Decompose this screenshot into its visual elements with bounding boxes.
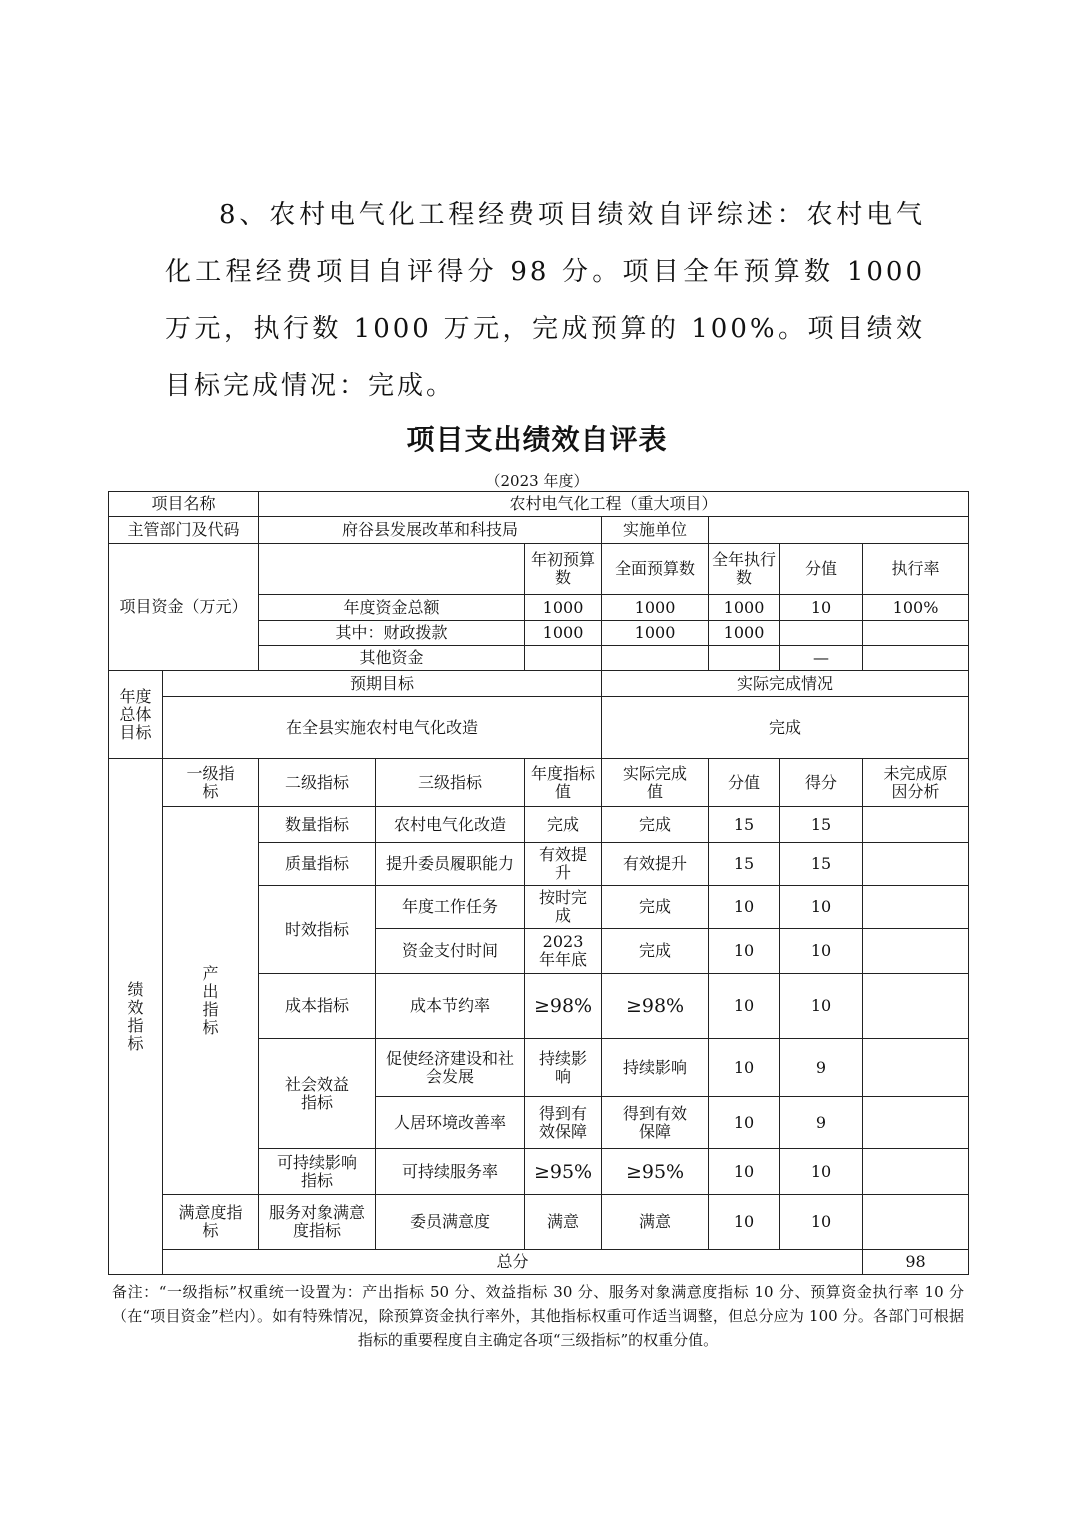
indicator-header-points: 分值 bbox=[709, 759, 780, 807]
indicator-score: 10 bbox=[780, 1149, 863, 1195]
indicator-level2: 数量指标 bbox=[259, 807, 376, 843]
indicator-actual: ≥98% bbox=[602, 974, 709, 1039]
indicator-points: 15 bbox=[709, 843, 780, 886]
indicator-target: ≥95% bbox=[525, 1149, 602, 1195]
indicator-level2: 时效指标 bbox=[259, 886, 376, 974]
indicator-reason bbox=[863, 1097, 969, 1149]
indicator-score: 10 bbox=[780, 886, 863, 929]
indicator-row bbox=[109, 807, 969, 843]
indicator-row bbox=[109, 1195, 969, 1250]
project-name-value: 农村电气化工程（重大项目） bbox=[259, 492, 969, 517]
indicator-reason bbox=[863, 843, 969, 886]
funds-header-points: 分值 bbox=[780, 544, 863, 595]
indicator-score: 10 bbox=[780, 929, 863, 974]
actual-status-value: 完成 bbox=[602, 697, 969, 759]
indicator-level3: 成本节约率 bbox=[376, 974, 525, 1039]
funds-row-points: 10 bbox=[780, 595, 863, 621]
indicator-header-actual: 实际完成值 bbox=[602, 759, 709, 807]
funds-row-points bbox=[780, 621, 863, 646]
indicator-score: 15 bbox=[780, 807, 863, 843]
funds-row-name: 年度资金总额 bbox=[259, 595, 525, 621]
department-row bbox=[109, 517, 969, 544]
funds-label: 项目资金（万元） bbox=[109, 544, 259, 671]
indicator-level2: 服务对象满意度指标 bbox=[259, 1195, 376, 1250]
indicator-points: 10 bbox=[709, 1097, 780, 1149]
indicator-actual: 得到有效保障 bbox=[602, 1097, 709, 1149]
total-value: 98 bbox=[863, 1250, 969, 1275]
table-year: （2023 年度） bbox=[485, 472, 589, 490]
indicator-level3: 农村电气化改造 bbox=[376, 807, 525, 843]
expected-goal-value: 在全县实施农村电气化改造 bbox=[163, 697, 602, 759]
annual-goal-value-row bbox=[109, 697, 969, 759]
project-name-row bbox=[109, 492, 969, 517]
indicator-points: 10 bbox=[709, 1195, 780, 1250]
indicator-header-level2: 二级指标 bbox=[259, 759, 376, 807]
funds-row-rate bbox=[863, 646, 969, 671]
indicator-level3: 资金支付时间 bbox=[376, 929, 525, 974]
indicator-target: 满意 bbox=[525, 1195, 602, 1250]
funds-row-executed bbox=[709, 646, 780, 671]
indicator-actual: ≥95% bbox=[602, 1149, 709, 1195]
indicator-points: 15 bbox=[709, 807, 780, 843]
indicator-target: 按时完成 bbox=[525, 886, 602, 929]
indicator-score: 9 bbox=[780, 1097, 863, 1149]
table-title: 项目支出绩效自评表 bbox=[406, 423, 668, 456]
funds-header-rate: 执行率 bbox=[863, 544, 969, 595]
indicator-actual: 有效提升 bbox=[602, 843, 709, 886]
indicator-points: 10 bbox=[709, 1149, 780, 1195]
indicator-reason bbox=[863, 807, 969, 843]
indicator-target: 完成 bbox=[525, 807, 602, 843]
indicators-header-row bbox=[109, 759, 969, 807]
funds-row-rate: 100% bbox=[863, 595, 969, 621]
indicator-actual: 完成 bbox=[602, 886, 709, 929]
indicator-reason bbox=[863, 1039, 969, 1097]
indicator-level3: 促使经济建设和社会发展 bbox=[376, 1039, 525, 1097]
satisfaction-indicator-label: 满意度指标 bbox=[163, 1195, 259, 1250]
indicator-reason bbox=[863, 974, 969, 1039]
project-name-label: 项目名称 bbox=[109, 492, 259, 517]
indicator-level3: 年度工作任务 bbox=[376, 886, 525, 929]
indicator-header-level3: 三级指标 bbox=[376, 759, 525, 807]
indicators-label: 绩效指标 bbox=[109, 759, 163, 1275]
indicator-actual: 完成 bbox=[602, 929, 709, 974]
intro-paragraph: 8、农村电气化工程经费项目绩效自评综述：农村电气化工程经费项目自评得分 98 分。项目全年预算数 1000 万元，执行数 1000 万元，完成预算的 100%。项目绩效目标完成情况：完成。 bbox=[165, 200, 925, 401]
total-label: 总分 bbox=[163, 1250, 863, 1275]
output-indicator-label: 产出指标 bbox=[163, 807, 259, 1195]
annual-goal-header-row bbox=[109, 671, 969, 697]
indicator-reason bbox=[863, 929, 969, 974]
department-label: 主管部门及代码 bbox=[109, 517, 259, 544]
department-value: 府谷县发展改革和科技局 bbox=[259, 517, 602, 544]
indicator-target: 有效提升 bbox=[525, 843, 602, 886]
indicator-actual: 持续影响 bbox=[602, 1039, 709, 1097]
indicator-reason bbox=[863, 1149, 969, 1195]
total-row bbox=[109, 1250, 969, 1275]
indicator-target: 持续影响 bbox=[525, 1039, 602, 1097]
indicator-target: 得到有效保障 bbox=[525, 1097, 602, 1149]
table-note: 备注：“一级指标”权重统一设置为：产出指标 50 分、效益指标 30 分、服务对象满意度指标 10 分、预算资金执行率 10 分（在“项目资金”栏内）。如有特殊情况，除预算资金执行率外，其他指标权重可作适当调整，但总分应为 100 分。各部门可根据指标的重要程度自主确定各项“三级指标”的权重分值。 bbox=[112, 1283, 964, 1349]
funds-row-points: — bbox=[780, 646, 863, 671]
indicator-level3: 委员满意度 bbox=[376, 1195, 525, 1250]
indicator-score: 10 bbox=[780, 974, 863, 1039]
indicator-points: 10 bbox=[709, 886, 780, 929]
funds-header-row bbox=[109, 544, 969, 595]
funds-row-executed: 1000 bbox=[709, 595, 780, 621]
indicator-points: 10 bbox=[709, 974, 780, 1039]
funds-header-executed: 全年执行数 bbox=[709, 544, 780, 595]
funds-row-rate bbox=[863, 621, 969, 646]
expected-goal-header: 预期目标 bbox=[163, 671, 602, 697]
indicator-header-target: 年度指标值 bbox=[525, 759, 602, 807]
indicator-points: 10 bbox=[709, 1039, 780, 1097]
indicator-level2: 质量指标 bbox=[259, 843, 376, 886]
indicator-level2: 成本指标 bbox=[259, 974, 376, 1039]
indicator-actual: 满意 bbox=[602, 1195, 709, 1250]
indicator-actual: 完成 bbox=[602, 807, 709, 843]
funds-row-name: 其他资金 bbox=[259, 646, 525, 671]
indicator-header-reason: 未完成原因分析 bbox=[863, 759, 969, 807]
implementing-unit-label: 实施单位 bbox=[602, 517, 709, 544]
funds-header-initial: 年初预算数 bbox=[525, 544, 602, 595]
funds-row-executed: 1000 bbox=[709, 621, 780, 646]
funds-header-blank bbox=[259, 544, 525, 595]
indicator-level2: 可持续影响指标 bbox=[259, 1149, 376, 1195]
indicator-target: 2023 年年底 bbox=[525, 929, 602, 974]
funds-row-initial: 1000 bbox=[525, 595, 602, 621]
indicator-header-score: 得分 bbox=[780, 759, 863, 807]
indicator-points: 10 bbox=[709, 929, 780, 974]
funds-row-full: 1000 bbox=[602, 621, 709, 646]
indicator-score: 10 bbox=[780, 1195, 863, 1250]
implementing-unit-value bbox=[709, 517, 969, 544]
funds-row-full bbox=[602, 646, 709, 671]
funds-row-name: 其中：财政拨款 bbox=[259, 621, 525, 646]
evaluation-table bbox=[108, 491, 969, 1275]
indicator-header-level1: 一级指标 bbox=[163, 759, 259, 807]
indicator-level3: 提升委员履职能力 bbox=[376, 843, 525, 886]
indicator-reason bbox=[863, 1195, 969, 1250]
actual-status-header: 实际完成情况 bbox=[602, 671, 969, 697]
indicator-score: 15 bbox=[780, 843, 863, 886]
indicator-level3: 人居环境改善率 bbox=[376, 1097, 525, 1149]
funds-row-initial: 1000 bbox=[525, 621, 602, 646]
funds-header-full: 全面预算数 bbox=[602, 544, 709, 595]
funds-row-initial bbox=[525, 646, 602, 671]
indicator-reason bbox=[863, 886, 969, 929]
indicator-level2: 社会效益指标 bbox=[259, 1039, 376, 1149]
indicator-score: 9 bbox=[780, 1039, 863, 1097]
annual-goal-label: 年度总体目标 bbox=[109, 671, 163, 759]
indicator-level3: 可持续服务率 bbox=[376, 1149, 525, 1195]
funds-row-full: 1000 bbox=[602, 595, 709, 621]
indicator-target: ≥98% bbox=[525, 974, 602, 1039]
